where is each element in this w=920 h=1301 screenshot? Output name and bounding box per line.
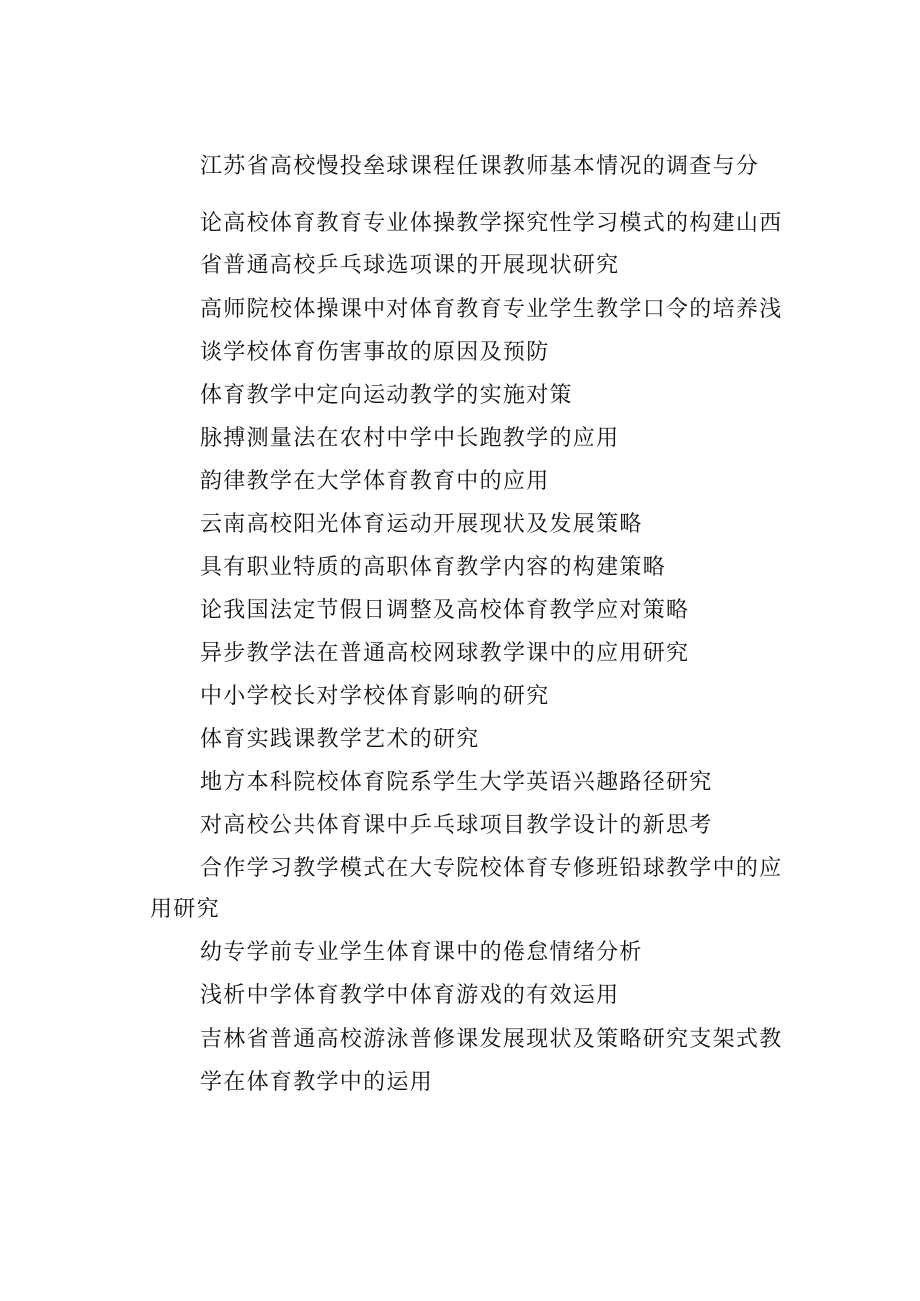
text-line: 云南高校阳光体育运动开展现状及发展策略	[200, 512, 643, 537]
text-line: 学在体育教学中的运用	[200, 1070, 434, 1095]
text-line: 中小学校长对学校体育影响的研究	[200, 684, 550, 709]
text-line: 谈学校体育伤害事故的原因及预防	[200, 340, 550, 365]
text-line: 浅析中学体育教学中体育游戏的有效运用	[200, 983, 620, 1008]
text-line: 具有职业特质的高职体育教学内容的构建策略	[200, 555, 667, 580]
text-line: 高师院校体操课中对体育教育专业学生教学口令的培养浅	[200, 297, 783, 322]
text-line: 幼专学前专业学生体育课中的倦怠情绪分析	[200, 940, 643, 965]
text-line: 体育教学中定向运动教学的实施对策	[200, 383, 573, 408]
text-line: 用研究	[150, 897, 220, 922]
text-line: 脉搏测量法在农村中学中长跑教学的应用	[200, 426, 620, 451]
text-line: 韵律教学在大学体育教育中的应用	[200, 469, 550, 494]
text-line: 合作学习教学模式在大专院校体育专修班铅球教学中的应	[200, 856, 783, 881]
text-line: 吉林省普通高校游泳普修课发展现状及策略研究支架式教	[200, 1027, 783, 1052]
text-line: 省普通高校乒乓球选项课的开展现状研究	[200, 253, 620, 278]
text-line: 论高校体育教育专业体操教学探究性学习模式的构建山西	[200, 211, 783, 236]
text-line: 江苏省高校慢投垒球课程任课教师基本情况的调查与分	[200, 154, 760, 179]
text-line: 对高校公共体育课中乒乓球项目教学设计的新思考	[200, 813, 713, 838]
text-line: 地方本科院校体育院系学生大学英语兴趣路径研究	[200, 770, 713, 795]
text-line: 异步教学法在普通高校网球教学课中的应用研究	[200, 641, 690, 666]
text-line: 体育实践课教学艺术的研究	[200, 727, 480, 752]
text-line: 论我国法定节假日调整及高校体育教学应对策略	[200, 598, 690, 623]
